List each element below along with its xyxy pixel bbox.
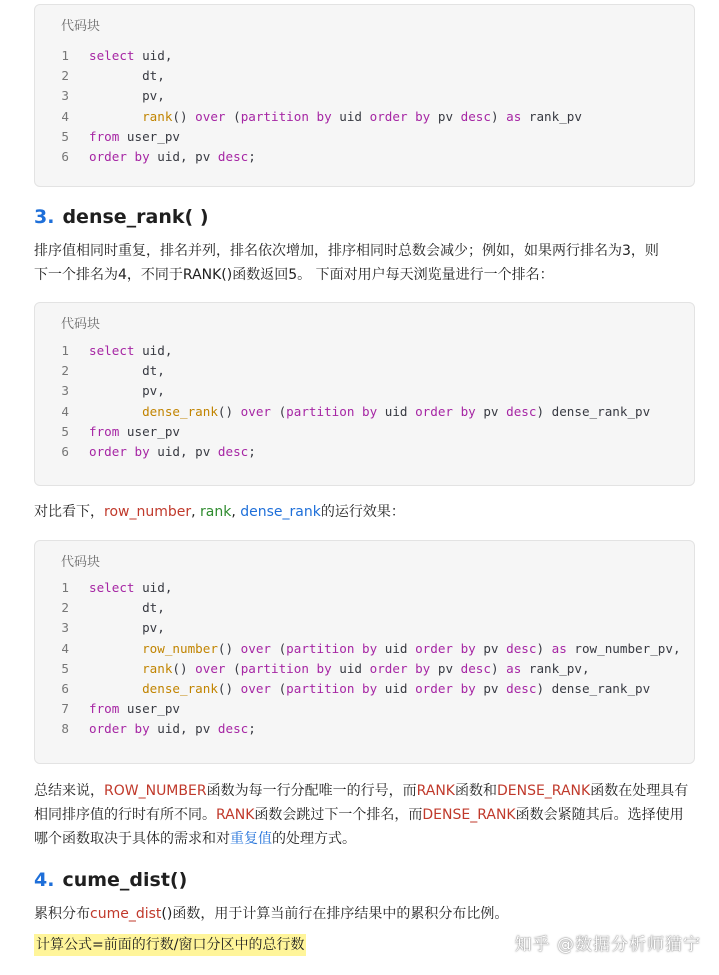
code-token: select [89,580,135,595]
code-token: from [89,423,120,439]
code-token: rank_pv, [521,660,590,676]
section-number: 4. [34,869,55,891]
section-heading [34,206,209,228]
code-token: partition by [286,403,378,419]
line-number: 1 [61,580,69,595]
code-token: partition by [240,660,332,676]
code-line [35,66,694,86]
section-title: dense_rank( ) [62,206,209,228]
code-line [35,107,694,127]
code-token: ; [248,721,256,737]
code-token: pv [475,640,507,656]
text: 函数会紧随其后。选择使用哪个函数取决于具体的需求和对 [34,807,684,847]
code-token: desc [506,680,537,696]
code-token: order by [369,660,431,676]
code-token: row_number_pv, [566,640,681,656]
code-token: ; [248,443,256,459]
code-line [35,639,694,659]
code-token: pv, [89,620,165,636]
line-number: 1 [61,48,69,63]
code-token: dt, [89,363,165,379]
description-line: 排序值相同时重复，排名并列，排名依次增加，排序相同时总数会减少；例如，如果两行排名为3，则 [34,243,659,259]
code-token: user_pv [119,128,181,144]
code-token: () [172,660,196,676]
code-lines [35,341,694,462]
rank-term: rank [200,504,232,520]
code-token: desc [217,721,249,737]
line-number: 4 [61,403,69,419]
term: RANK [216,807,255,823]
code-token: ( [271,680,287,696]
section-description [34,902,696,926]
code-token: partition by [286,640,378,656]
code-token: dense_rank [142,680,218,696]
line-number: 1 [61,343,69,358]
code-token: user_pv [119,423,181,439]
line-number: 2 [61,600,69,616]
code-token: over [240,640,271,656]
text: 函数和 [454,783,497,799]
term: DENSE_RANK [496,783,591,799]
code-lines [35,46,694,167]
row-number-term: row_number [104,504,192,520]
code-token: rank [142,108,173,124]
code-token: row_number [142,640,218,656]
code-block-label: 代码块 [61,555,101,570]
code-block [34,4,695,187]
code-token [89,109,142,124]
code-token: select [89,48,135,63]
code-token: pv [430,108,461,124]
code-token: pv [430,660,461,676]
code-token: desc [460,660,491,676]
code-token: uid [377,680,416,696]
code-line [35,361,694,381]
text: 函数会跳过下一个排名，而 [254,807,423,823]
code-token: rank_pv [521,108,582,124]
code-token: select [89,343,135,358]
summary-paragraph [34,779,696,851]
code-token: () [217,403,241,419]
code-token: uid, pv [149,148,218,164]
code-line [35,659,694,679]
code-token: pv [475,403,507,419]
section-description [34,239,696,287]
code-block-label: 代码块 [61,19,101,34]
code-line [35,699,694,719]
line-number: 2 [61,68,69,84]
watermark: 知乎 @数据分析师猫宁 [514,935,701,955]
dense-rank-term: dense_rank [240,504,321,520]
code-line [35,381,694,401]
code-token: uid [331,660,370,676]
code-token: uid [331,108,370,124]
text: , [191,504,201,520]
code-line [35,578,694,598]
text: 累积分布 [34,906,90,922]
code-line [35,719,694,739]
compare-sentence [34,500,696,524]
code-token: uid, pv [149,443,218,459]
code-line [35,422,694,442]
line-number: 3 [61,383,69,399]
code-line [35,86,694,106]
line-number: 5 [61,660,69,676]
code-token [89,661,142,676]
code-token: ) [536,640,552,656]
text: , [231,504,241,520]
code-token: pv, [89,88,165,104]
code-line [35,598,694,618]
line-number: 5 [61,128,69,144]
code-token: ( [225,108,241,124]
text: 的处理方式。 [272,831,356,847]
code-token: as [506,108,522,124]
code-token: desc [217,148,249,164]
code-token: ( [271,640,287,656]
line-number: 7 [61,701,69,717]
code-token: from [89,128,120,144]
code-token: order by [89,443,150,459]
text: 函数在处理具有相同排序值的行时有所不同。 [34,783,689,823]
description-line: 下一个排名为4，不同于RANK()函数返回5。 下面对用户每天浏览量进行一个排名： [34,267,554,283]
code-line [35,402,694,422]
code-token: partition by [240,108,332,124]
code-token: uid, [134,580,173,595]
text: ()函数，用于计算当前行在排序结果中的累积分布比例。 [161,906,509,922]
code-token: desc [217,443,249,459]
formula-highlight: 计算公式=前面的行数/窗口分区中的总行数 [34,934,306,956]
code-token: over [195,660,226,676]
code-token: rank [142,660,173,676]
code-token: order by [89,148,150,164]
code-line [35,127,694,147]
code-line [35,442,694,462]
code-line [35,147,694,167]
line-number: 6 [61,148,69,164]
line-number: 5 [61,423,69,439]
code-block [34,540,695,764]
code-token: dense_rank [142,403,218,419]
section-number: 3. [34,206,55,228]
code-token: uid [377,640,416,656]
code-token: ) [490,108,507,124]
line-number: 3 [61,620,69,636]
code-token: pv [475,680,507,696]
duplicate-value-link[interactable]: 重复值 [230,831,272,847]
section-title: cume_dist() [62,869,188,891]
line-number: 8 [61,721,69,737]
line-number: 6 [61,443,69,459]
code-line [35,618,694,638]
line-number: 4 [61,640,69,656]
code-token: () [172,108,196,124]
code-line [35,679,694,699]
term: DENSE_RANK [422,807,516,823]
text: 总结来说， [34,783,104,799]
code-token: order by [369,108,431,124]
code-token: over [195,108,226,124]
code-token: ( [271,403,287,419]
code-token: uid, [134,343,173,358]
code-block [34,302,695,486]
text: 的运行效果： [320,504,405,520]
code-token: order by [415,680,476,696]
code-token: uid, [134,48,173,63]
code-token: partition by [286,680,378,696]
code-token: ) dense_rank_pv [536,403,651,419]
code-line [35,46,694,66]
code-token: () [217,640,241,656]
code-token: desc [506,640,537,656]
code-token: ) dense_rank_pv [536,680,651,696]
line-number: 3 [61,88,69,104]
code-token: order by [415,403,476,419]
code-token: dt, [89,600,165,616]
term: ROW_NUMBER [104,783,207,799]
code-token: pv, [89,383,165,399]
code-line [35,341,694,361]
code-token: order by [415,640,476,656]
text: 函数为每一行分配唯一的行号，而 [206,783,417,799]
code-token: dt, [89,68,165,84]
code-token: as [551,640,567,656]
line-number: 6 [61,680,69,696]
code-token: ) [490,660,507,676]
line-number: 2 [61,363,69,379]
code-token: uid [377,403,416,419]
line-number: 4 [61,108,69,124]
section-heading [34,869,187,891]
code-token: over [240,680,271,696]
code-token: ( [225,660,241,676]
term: cume_dist [90,906,162,922]
code-token [89,681,142,696]
code-token [89,404,142,419]
term: RANK [416,783,455,799]
code-block-label: 代码块 [61,317,101,332]
code-token [89,641,142,656]
code-token: desc [460,108,491,124]
code-token: user_pv [119,701,181,717]
code-token: uid, pv [149,721,218,737]
code-token: desc [506,403,537,419]
code-token: () [217,680,241,696]
code-token: as [506,660,522,676]
code-token: order by [89,721,150,737]
code-token: from [89,701,120,717]
code-lines [35,578,694,740]
code-token: ; [248,148,256,164]
code-token: over [240,403,271,419]
text: 对比看下， [34,504,104,520]
